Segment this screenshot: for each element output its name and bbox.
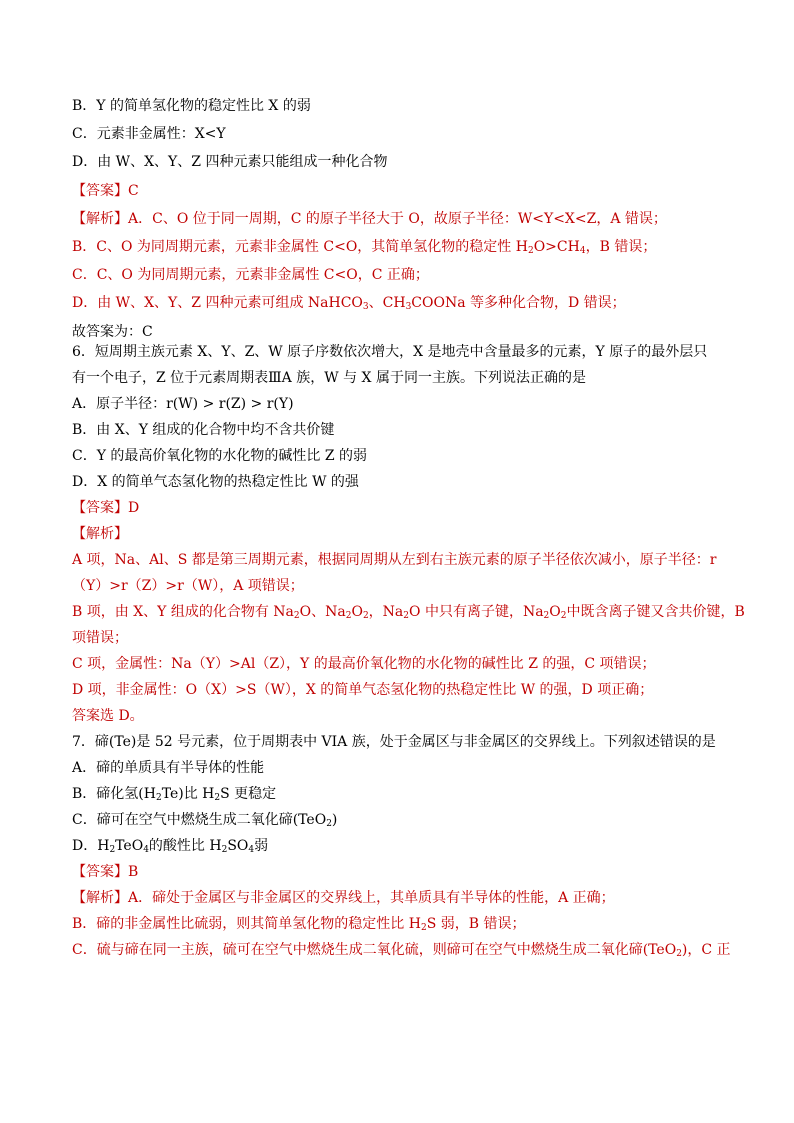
q5-option-c: C．元素非金属性：X<Y (72, 126, 226, 143)
q6-answer (72, 498, 732, 518)
q5-option-d: D．由 W、X、Y、Z 四种元素只能组成一种化合物 (72, 154, 388, 171)
answer-value: B (128, 863, 139, 880)
q7-option-b: B．碲化氢$(H_2Te)$比 $H_2S$ 更稳定 (72, 785, 277, 803)
q6-option-c: C．Y 的最高价氧化物的水化物的碱性比 Z 的弱 (72, 447, 368, 464)
q7-answer (72, 862, 732, 882)
q6-analysis-a-1: A 项，Na、Al、S 都是第三周期元素，根据同周期从左到右主族元素的原子半径依次减小，原子半径：r (72, 551, 717, 568)
answer-value: C (128, 182, 139, 199)
q6-option-d: D．X 的简单气态氢化物的热稳定性比 W 的强 (72, 473, 359, 490)
document-page (72, 96, 745, 966)
q5-analysis-c: C．C、O 为同周期元素，元素非金属性 C<O，C 正确； (72, 267, 429, 284)
q5-analysis-b: B．C、O 为同周期元素，元素非金属性 C<O，其简单氢化物的稳定性 $H_2O>CH_4$，B 错误； (72, 238, 657, 256)
q7-analysis-b: B．碲的非金属性比硫弱，则其简单氢化物的稳定性比 $H_2S$ 弱，B 错误； (72, 915, 526, 933)
q6-analysis-c: C 项，金属性：Na（Y）>Al（Z），Y 的最高价氧化物的水化物的碱性比 Z 的强，C 项错误； (72, 655, 656, 672)
q5-conclusion: 故答案为：C (72, 323, 153, 340)
q5-answer (72, 181, 732, 201)
q7-option-a: A．碲的单质具有半导体的性能 (72, 759, 265, 776)
q6-conclusion: 答案选 D。 (72, 707, 144, 724)
answer-tag: 【答案】 (72, 499, 128, 516)
q7-stem: 7．碲(Te)是 52 号元素，位于周期表中 VIA 族，处于金属区与非金属区的交界线上。下列叙述错误的是 (72, 733, 716, 750)
q6-analysis-tag: 【解析】 (72, 525, 128, 542)
q6-option-a: A．原子半径：r(W) > r(Z) > r(Y) (72, 395, 294, 412)
q5-analysis-a: 【解析】A．C、O 位于同一周期，C 的原子半径大于 O，故原子半径：W<Y<X<Z，A 错误； (72, 210, 667, 227)
q6-option-b: B．由 X、Y 组成的化合物中均不含共价键 (72, 421, 335, 438)
analysis-tag: 【解析】 (72, 210, 128, 227)
q6-analysis-a-2: （Y）>r（Z）>r（W），A 项错误； (72, 577, 304, 594)
answer-tag: 【答案】 (72, 182, 128, 199)
q7-option-d: D．$H_2TeO_4$的酸性比 $H_2SO_4$弱 (72, 837, 269, 855)
q5-option-b: B．Y 的简单氢化物的稳定性比 X 的弱 (72, 98, 311, 114)
answer-tag: 【答案】 (72, 863, 128, 880)
q6-stem-line-2: 有一个电子，Z 位于元素周期表ⅢA 族，W 与 X 属于同一主族。下列说法正确的是 (72, 369, 586, 386)
answer-value: D (128, 499, 140, 516)
q5-analysis-d: D．由 W、X、Y、Z 四种元素可组成 NaHCO$_3$、$CH_3COONa$ 等多种化合物，D 错误； (72, 295, 626, 313)
q7-analysis-a: 【解析】A．碲处于金属区与非金属区的交界线上，其单质具有半导体的性能，A 正确； (72, 889, 615, 906)
q6-analysis-d: D 项，非金属性：O（X）>S（W），X 的简单气态氢化物的热稳定性比 W 的强，D 项正确； (72, 681, 654, 698)
q7-analysis-c: C．硫与碲在同一主族，硫可在空气中燃烧生成二氧化硫，则碲可在空气中燃烧生成二氧化碲(TeO$_2$)，C 正 (72, 941, 731, 959)
q6-analysis-b-2: 项错误； (72, 629, 128, 646)
q7-option-c: C．碲可在空气中燃烧生成二氧化碲(TeO$_2$) (72, 811, 338, 829)
q6-analysis-b-1: B 项，由 X、Y 组成的化合物有 $Na_2O$、$Na_2O_2$，$Na_2O$ 中只有离子键，$Na_2O_2$中既含离子键又含共价键，B (72, 603, 745, 621)
analysis-tag: 【解析】 (72, 889, 128, 906)
q6-stem-line-1: 6．短周期主族元素 X、Y、Z、W 原子序数依次增大，X 是地壳中含量最多的元素，Y 原子的最外层只 (72, 343, 708, 360)
